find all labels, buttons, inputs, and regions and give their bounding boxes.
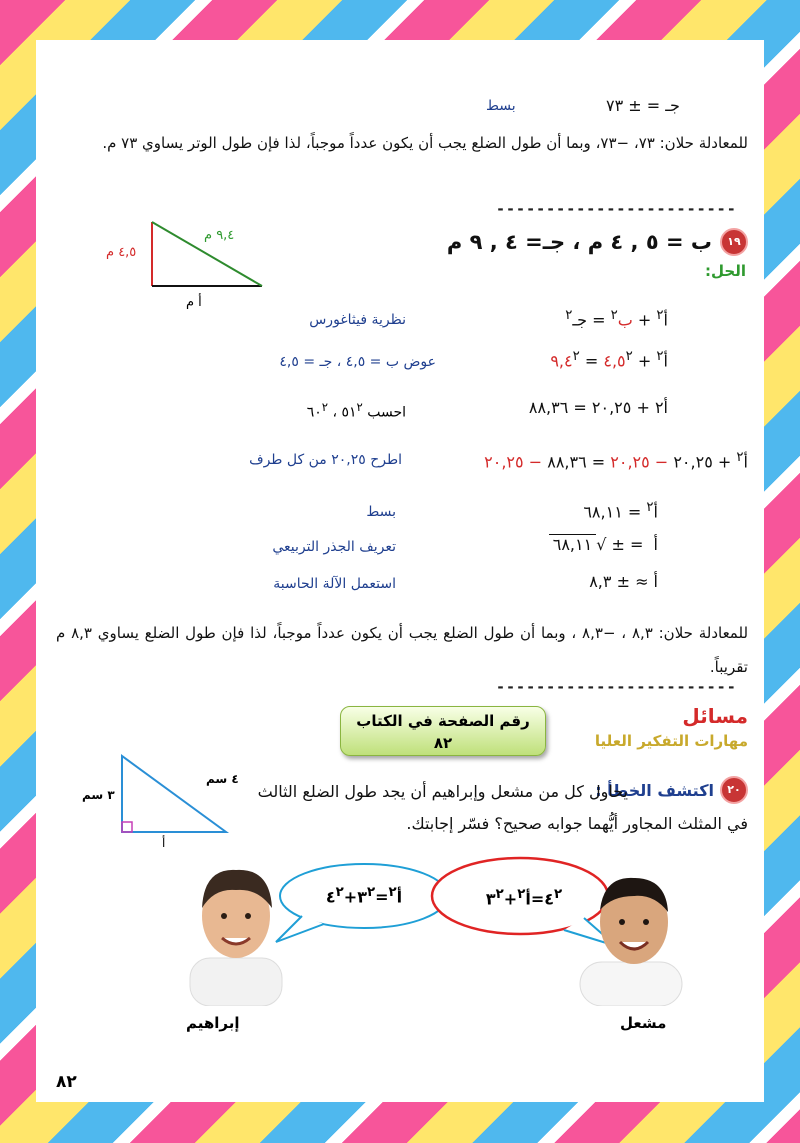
book-page-box: [340, 706, 546, 756]
step-2-equation: أ$^٢$ + $٤,٥^٢$ = $٩,٤^٢$: [550, 349, 668, 371]
triangle-vertical-label: ٤,٥ م: [106, 245, 137, 260]
top-equation-reason: بسط: [486, 98, 516, 114]
triangle-2-hyp-label: ٤ سم: [206, 772, 239, 786]
step-2-reason: عوض ب = ٤,٥ ، جـ = ٤,٥: [279, 354, 436, 370]
conclusion-paragraph: للمعادلة حلان: ٨,٣ ، −٨,٣ ، وبما أن طول الضلع يجب أن يكون عدداً موجباً، لذا فإن طول الضلع يساوي ٨,٣ م تقريباً.: [56, 624, 749, 676]
mishal-name: مشعل: [620, 1014, 667, 1032]
section-title: مسائل: [682, 704, 748, 728]
problem-20-heading: اكتشف الخطأ :: [595, 780, 714, 800]
right-speech-bubble: $٤^٢=أ^٢+٣^٢$: [454, 880, 594, 910]
left-speech-bubble: $أ^٢=٣^٢+٤^٢$: [294, 878, 434, 908]
step-1-reason: نظرية فيثاغورس: [309, 312, 406, 328]
problem-number-badge: ٢٠: [720, 776, 748, 804]
step-6-equation: أ = ± √٦٨,١١: [549, 535, 658, 554]
divider-2: ------------------------: [496, 678, 737, 696]
step-6-reason: تعريف الجذر التربيعي: [272, 539, 396, 555]
step-5-reason: بسط: [366, 504, 396, 520]
step-4-equation: أ$^٢$ + ٢٠,٢٥ − ٢٠,٢٥ = ٨٨,٣٦ − ٢٠,٢٥: [484, 450, 748, 472]
page-number: ٨٢: [56, 1072, 77, 1092]
triangle-2-vertical-label: ٣ سم: [82, 788, 115, 802]
solution-label: الحل:: [705, 262, 746, 280]
step-5-equation: أ$^٢$ = ٦٨,١١: [583, 500, 658, 522]
step-3-equation: أ٢ + ٢٠,٢٥ = ٨٨,٣٦: [528, 398, 668, 417]
problem-19-header: [447, 228, 748, 256]
top-equation: جـ = ± ٧٣: [606, 96, 680, 115]
book-page-label: رقم الصفحة في الكتاب: [356, 712, 530, 730]
mishal-picture: [576, 866, 686, 1006]
triangle-base-label: أ م: [186, 295, 202, 310]
worksheet-page: [36, 40, 764, 1102]
triangle-hyp-label: ٩,٤ م: [204, 228, 235, 243]
ibrahim-name: إبراهيم: [186, 1014, 240, 1032]
problem-20-text: يحاول كل من مشعل وإبراهيم أن يجد طول الضلع الثالث في المثلث المجاور أيُّهما جوابه صحيح؟ فسّر إجابتك.: [257, 782, 748, 833]
problem-number-badge: ١٩: [720, 228, 748, 256]
divider-1: ------------------------: [496, 200, 737, 218]
step-4-reason: اطرح ٢٠,٢٥ من كل طرف: [249, 452, 402, 468]
step-7-equation: أ ≈ ± ٨,٣: [589, 572, 658, 591]
step-7-reason: استعمل الآلة الحاسبة: [273, 576, 396, 592]
triangle-2-base-label: أ: [162, 836, 166, 850]
section-subtitle: مهارات التفكير العليا: [594, 732, 748, 750]
step-3-reason: احسب $٥١^٢$ ، $٦٠^٢$: [306, 400, 406, 421]
problem-19-statement: ب = ٥ , ٤ م ، جـ= ٤ , ٩ م: [446, 230, 712, 254]
book-page-number: ٨٢: [433, 734, 453, 752]
ibrahim-picture: [186, 858, 286, 1006]
top-paragraph: للمعادلة حلان: ٧٣، −٧٣، وبما أن طول الضلع يجب أن يكون عدداً موجباً، لذا فإن طول الوتر يساوي ٧٣ م.: [102, 134, 748, 152]
step-1-equation: أ$^٢$ + ب$^٢$ = جـ$^٢$: [565, 308, 668, 330]
